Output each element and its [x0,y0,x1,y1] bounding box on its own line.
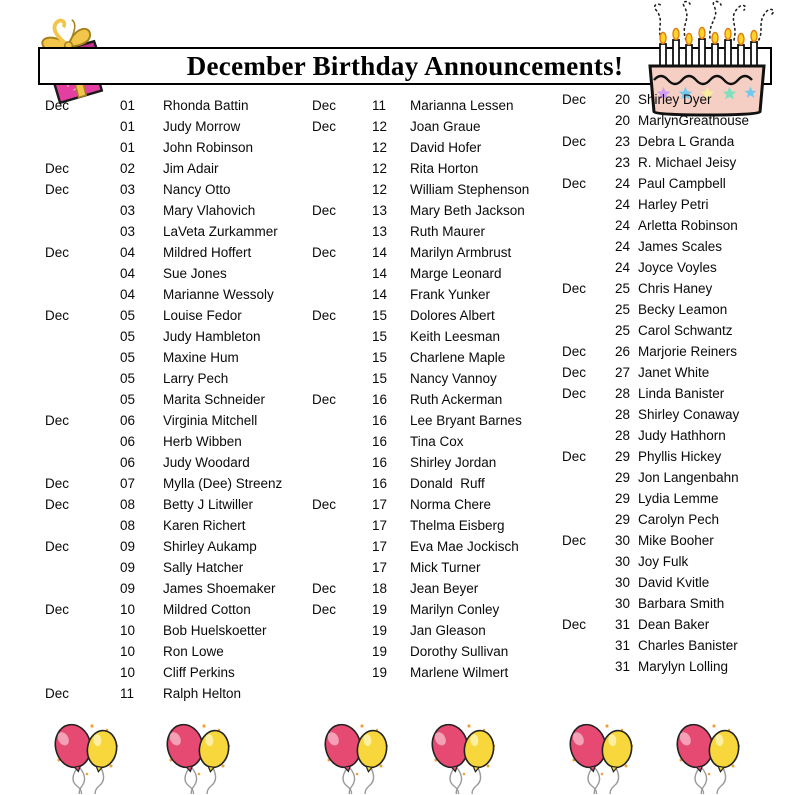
entry-day: 06 [120,434,136,449]
entry-name: Sally Hatcher [163,560,244,575]
entry-name: Marianne Wessoly [163,287,274,302]
entry-month: Dec [45,686,70,701]
birthday-entry [562,383,749,404]
birthday-entry [562,614,749,635]
entry-day: 24 [615,239,631,254]
entry-day: 05 [120,308,136,323]
birthday-entry [45,326,282,347]
birthday-column-2 [312,95,529,683]
birthday-entry [562,530,749,551]
entry-day: 26 [615,344,631,359]
entry-day: 27 [615,365,631,380]
entry-month: Dec [562,617,587,632]
entry-month: Dec [312,581,337,596]
entry-name: Virginia Mitchell [163,413,258,428]
entry-month: Dec [562,344,587,359]
entry-name: Nancy Vannoy [410,371,497,386]
entry-name: Joy Fulk [638,554,689,569]
entry-day: 13 [372,224,388,239]
entry-name: Bob Huelskoetter [163,623,267,638]
entry-month: Dec [45,182,70,197]
entry-month: Dec [45,161,70,176]
entry-name: Shirley Conaway [638,407,740,422]
birthday-entry [562,593,749,614]
entry-day: 19 [372,602,388,617]
birthday-entry [562,131,749,152]
entry-month: Dec [562,533,587,548]
entry-day: 24 [615,197,631,212]
birthday-entry [562,278,749,299]
entry-name: Shirley Aukamp [163,539,257,554]
entry-day: 05 [120,371,136,386]
birthday-entry [45,179,282,200]
birthday-entry [562,509,749,530]
entry-month: Dec [562,134,587,149]
birthday-entry [45,305,282,326]
balloon-pair-icon [159,716,241,794]
birthday-entry [312,599,529,620]
entry-day: 01 [120,98,136,113]
entry-month: Dec [45,539,70,554]
entry-day: 11 [372,98,387,113]
entry-name: Norma Chere [410,497,492,512]
entry-day: 10 [120,665,136,680]
entry-name: Mick Turner [410,560,481,575]
entry-day: 09 [120,539,136,554]
birthday-entry [45,347,282,368]
birthday-entry [45,578,282,599]
entry-name: Jan Gleason [410,623,486,638]
entry-day: 10 [120,623,136,638]
page-title: December Birthday Announcements! [186,50,624,81]
birthday-entry [562,446,749,467]
entry-month: Dec [562,176,587,191]
birthday-entry [312,200,529,221]
entry-day: 03 [120,182,136,197]
entry-name: Maxine Hum [163,350,239,365]
entry-name: Mylla (Dee) Streenz [163,476,283,491]
entry-day: 01 [120,140,136,155]
birthday-entry [45,242,282,263]
entry-day: 30 [615,554,631,569]
birthday-entry [45,473,282,494]
entry-name: Harley Petri [638,197,709,212]
birthday-entry [562,341,749,362]
entry-name: Arletta Robinson [638,218,738,233]
birthday-entry [562,404,749,425]
entry-day: 30 [615,596,631,611]
entry-name: Ron Lowe [163,644,224,659]
entry-month: Dec [562,365,587,380]
entry-month: Dec [312,98,337,113]
birthday-entry [45,683,282,704]
entry-day: 20 [615,113,631,128]
entry-day: 14 [372,287,388,302]
entry-day: 17 [372,560,388,575]
birthday-entry [562,236,749,257]
entry-day: 16 [372,455,388,470]
entry-name: Joan Graue [410,119,481,134]
birthday-entry [45,515,282,536]
birthday-entry [45,95,282,116]
entry-day: 09 [120,560,136,575]
entry-name: Judy Woodard [163,455,250,470]
birthday-entry [312,410,529,431]
birthday-entry [45,557,282,578]
entry-day: 04 [120,287,136,302]
birthday-entry [562,194,749,215]
entry-day: 06 [120,413,136,428]
entry-day: 05 [120,350,136,365]
balloon-pair-icon [317,716,399,794]
balloon-pair-icon [424,716,506,794]
entry-day: 10 [120,644,136,659]
entry-name: Eva Mae Jockisch [410,539,519,554]
entry-name: Sue Jones [163,266,227,281]
birthday-entry [562,89,749,110]
entry-day: 04 [120,245,136,260]
entry-name: Herb Wibben [163,434,242,449]
entry-day: 16 [372,476,388,491]
entry-name: James Shoemaker [163,581,276,596]
entry-day: 03 [120,203,136,218]
entry-day: 15 [372,371,388,386]
entry-month: Dec [312,119,337,134]
birthday-entry [312,326,529,347]
entry-day: 05 [120,329,136,344]
entry-day: 12 [372,119,388,134]
entry-name: Phyllis Hickey [638,449,722,464]
entry-name: Ralph Helton [163,686,242,701]
entry-name: Marge Leonard [410,266,502,281]
entry-name: Keith Leesman [410,329,501,344]
birthday-entry [562,635,749,656]
birthday-entry [562,173,749,194]
entry-name: Carol Schwantz [638,323,733,338]
birthday-entry [45,452,282,473]
birthday-entry [562,152,749,173]
entry-month: Dec [312,245,337,260]
balloon-pair-icon [669,716,751,794]
entry-name: Judy Hambleton [163,329,261,344]
birthday-entry [312,284,529,305]
entry-name: Dean Baker [638,617,710,632]
entry-name: Marilyn Conley [410,602,500,617]
entry-day: 24 [615,218,631,233]
entry-day: 20 [615,92,631,107]
entry-month: Dec [45,245,70,260]
balloon-pair-icon [562,716,644,794]
entry-name: Marylyn Lolling [638,659,729,674]
birthday-entry [45,536,282,557]
birthday-entry [312,578,529,599]
entry-month: Dec [312,203,337,218]
entry-day: 29 [615,449,631,464]
birthday-entry [562,320,749,341]
entry-name: Karen Richert [163,518,246,533]
entry-day: 10 [120,602,136,617]
balloon-row [0,716,800,795]
entry-name: John Robinson [163,140,254,155]
birthday-entry [312,242,529,263]
entry-day: 01 [120,119,136,134]
entry-month: Dec [312,392,337,407]
birthday-entry [45,494,282,515]
entry-name: Betty J Litwiller [163,497,254,512]
birthday-entry [312,557,529,578]
birthday-entry [45,410,282,431]
entry-name: David Kvitle [638,575,710,590]
entry-name: Rita Horton [410,161,479,176]
birthday-entry [312,473,529,494]
entry-day: 15 [372,308,388,323]
entry-day: 16 [372,392,388,407]
entry-name: Judy Hathhorn [638,428,726,443]
birthday-entry [45,158,282,179]
entry-name: Debra L Granda [638,134,735,149]
birthday-entry [312,494,529,515]
entry-day: 08 [120,497,136,512]
entry-name: Rhonda Battin [163,98,249,113]
birthday-entry [312,641,529,662]
birthday-entry [45,389,282,410]
birthday-entry [312,263,529,284]
entry-month: Dec [45,497,70,512]
entry-name: Marianna Lessen [410,98,514,113]
birthday-entry [312,368,529,389]
birthday-entry [312,95,529,116]
entry-day: 18 [372,581,388,596]
entry-day: 23 [615,155,631,170]
birthday-entry [562,488,749,509]
entry-day: 06 [120,455,136,470]
birthday-entry [45,116,282,137]
entry-name: Cliff Perkins [163,665,235,680]
entry-day: 29 [615,491,631,506]
entry-day: 30 [615,575,631,590]
entry-day: 25 [615,281,631,296]
entry-name: Mary Vlahovich [163,203,256,218]
entry-day: 05 [120,392,136,407]
birthday-column-3 [562,89,749,677]
entry-name: Ruth Ackerman [410,392,503,407]
entry-name: Barbara Smith [638,596,725,611]
birthday-entry [45,662,282,683]
birthday-entry [45,620,282,641]
entry-name: Marlene Wilmert [410,665,509,680]
entry-day: 25 [615,323,631,338]
birthday-entry [562,215,749,236]
entry-name: Thelma Eisberg [410,518,505,533]
birthday-entry [312,221,529,242]
entry-day: 12 [372,140,388,155]
entry-day: 31 [615,638,631,653]
entry-name: Mildred Cotton [163,602,251,617]
entry-name: Mildred Hoffert [163,245,252,260]
entry-day: 07 [120,476,136,491]
entry-name: Marjorie Reiners [638,344,738,359]
birthday-entry [312,179,529,200]
entry-day: 16 [372,413,388,428]
entry-name: William Stephenson [410,182,530,197]
entry-name: Nancy Otto [163,182,231,197]
entry-day: 29 [615,512,631,527]
entry-name: Donald Ruff [410,476,485,491]
entry-month: Dec [45,602,70,617]
birthday-entry [45,431,282,452]
entry-day: 15 [372,350,388,365]
entry-name: Dolores Albert [410,308,495,323]
entry-day: 28 [615,407,631,422]
birthday-entry [45,200,282,221]
entry-day: 28 [615,428,631,443]
birthday-entry [312,347,529,368]
entry-month: Dec [562,281,587,296]
entry-day: 14 [372,245,388,260]
entry-name: Louise Fedor [163,308,242,323]
entry-name: Janet White [638,365,710,380]
birthday-entry [562,257,749,278]
entry-name: Shirley Jordan [410,455,497,470]
entry-name: Becky Leamon [638,302,728,317]
entry-day: 17 [372,518,388,533]
birthday-entry [562,572,749,593]
entry-month: Dec [45,413,70,428]
entry-day: 02 [120,161,136,176]
entry-day: 13 [372,203,388,218]
birthday-column-1 [45,95,282,704]
entry-name: Charlene Maple [410,350,506,365]
birthday-entry [312,452,529,473]
entry-month: Dec [562,386,587,401]
birthday-entry [45,137,282,158]
entry-name: Joyce Voyles [638,260,717,275]
entry-day: 25 [615,302,631,317]
entry-name: Lee Bryant Barnes [410,413,522,428]
entry-name: MarlynGreathouse [638,113,750,128]
entry-name: LaVeta Zurkammer [163,224,278,239]
birthday-entry [312,305,529,326]
birthday-entry [312,620,529,641]
entry-name: James Scales [638,239,723,254]
entry-month: Dec [312,602,337,617]
entry-day: 31 [615,617,631,632]
entry-day: 03 [120,224,136,239]
entry-day: 30 [615,533,631,548]
entry-day: 19 [372,623,388,638]
entry-day: 31 [615,659,631,674]
entry-name: Ruth Maurer [410,224,486,239]
entry-name: David Hofer [410,140,482,155]
entry-name: Shirley Dyer [638,92,712,107]
entry-name: Jim Adair [163,161,219,176]
balloon-pair-icon [47,716,129,794]
entry-day: 12 [372,182,388,197]
entry-name: Jon Langenbahn [638,470,739,485]
birthday-entry [312,431,529,452]
birthday-entry [562,551,749,572]
entry-day: 04 [120,266,136,281]
birthday-entry [45,221,282,242]
entry-name: Lydia Lemme [638,491,719,506]
entry-day: 15 [372,329,388,344]
entry-day: 08 [120,518,136,533]
entry-name: Paul Campbell [638,176,726,191]
birthday-entry [45,284,282,305]
birthday-entry [312,158,529,179]
entry-name: Dorothy Sullivan [410,644,509,659]
birthday-entry [312,662,529,683]
entry-name: Tina Cox [410,434,464,449]
entry-name: Mike Booher [638,533,714,548]
birthday-entry [562,467,749,488]
entry-name: Judy Morrow [163,119,241,134]
birthday-entry [562,299,749,320]
birthday-entry [562,656,749,677]
birthday-entry [45,368,282,389]
birthday-entry [562,362,749,383]
entry-name: Frank Yunker [410,287,491,302]
entry-name: Linda Banister [638,386,725,401]
entry-day: 28 [615,386,631,401]
entry-day: 11 [120,686,135,701]
entry-day: 19 [372,644,388,659]
birthday-entry [45,263,282,284]
birthday-entry [45,599,282,620]
entry-day: 17 [372,539,388,554]
entry-day: 17 [372,497,388,512]
entry-month: Dec [45,308,70,323]
entry-day: 24 [615,260,631,275]
birthday-entry [312,137,529,158]
entry-day: 09 [120,581,136,596]
birthday-entry [562,425,749,446]
entry-day: 24 [615,176,631,191]
entry-month: Dec [45,98,70,113]
entry-name: Marilyn Armbrust [410,245,512,260]
entry-name: Marita Schneider [163,392,266,407]
entry-month: Dec [312,497,337,512]
entry-name: Carolyn Pech [638,512,720,527]
entry-day: 19 [372,665,388,680]
entry-name: Mary Beth Jackson [410,203,525,218]
entry-day: 29 [615,470,631,485]
entry-name: Chris Haney [638,281,713,296]
birthday-entry [312,515,529,536]
birthday-entry [312,116,529,137]
entry-name: Larry Pech [163,371,229,386]
birthday-entry [45,641,282,662]
birthday-entry [562,110,749,131]
birthday-entry [312,389,529,410]
entry-month: Dec [312,308,337,323]
entry-month: Dec [45,476,70,491]
entry-name: Jean Beyer [410,581,479,596]
entry-day: 14 [372,266,388,281]
entry-day: 12 [372,161,388,176]
entry-month: Dec [562,449,587,464]
entry-name: R. Michael Jeisy [638,155,737,170]
entry-day: 16 [372,434,388,449]
entry-day: 23 [615,134,631,149]
entry-name: Charles Banister [638,638,738,653]
entry-month: Dec [562,92,587,107]
birthday-entry [312,536,529,557]
